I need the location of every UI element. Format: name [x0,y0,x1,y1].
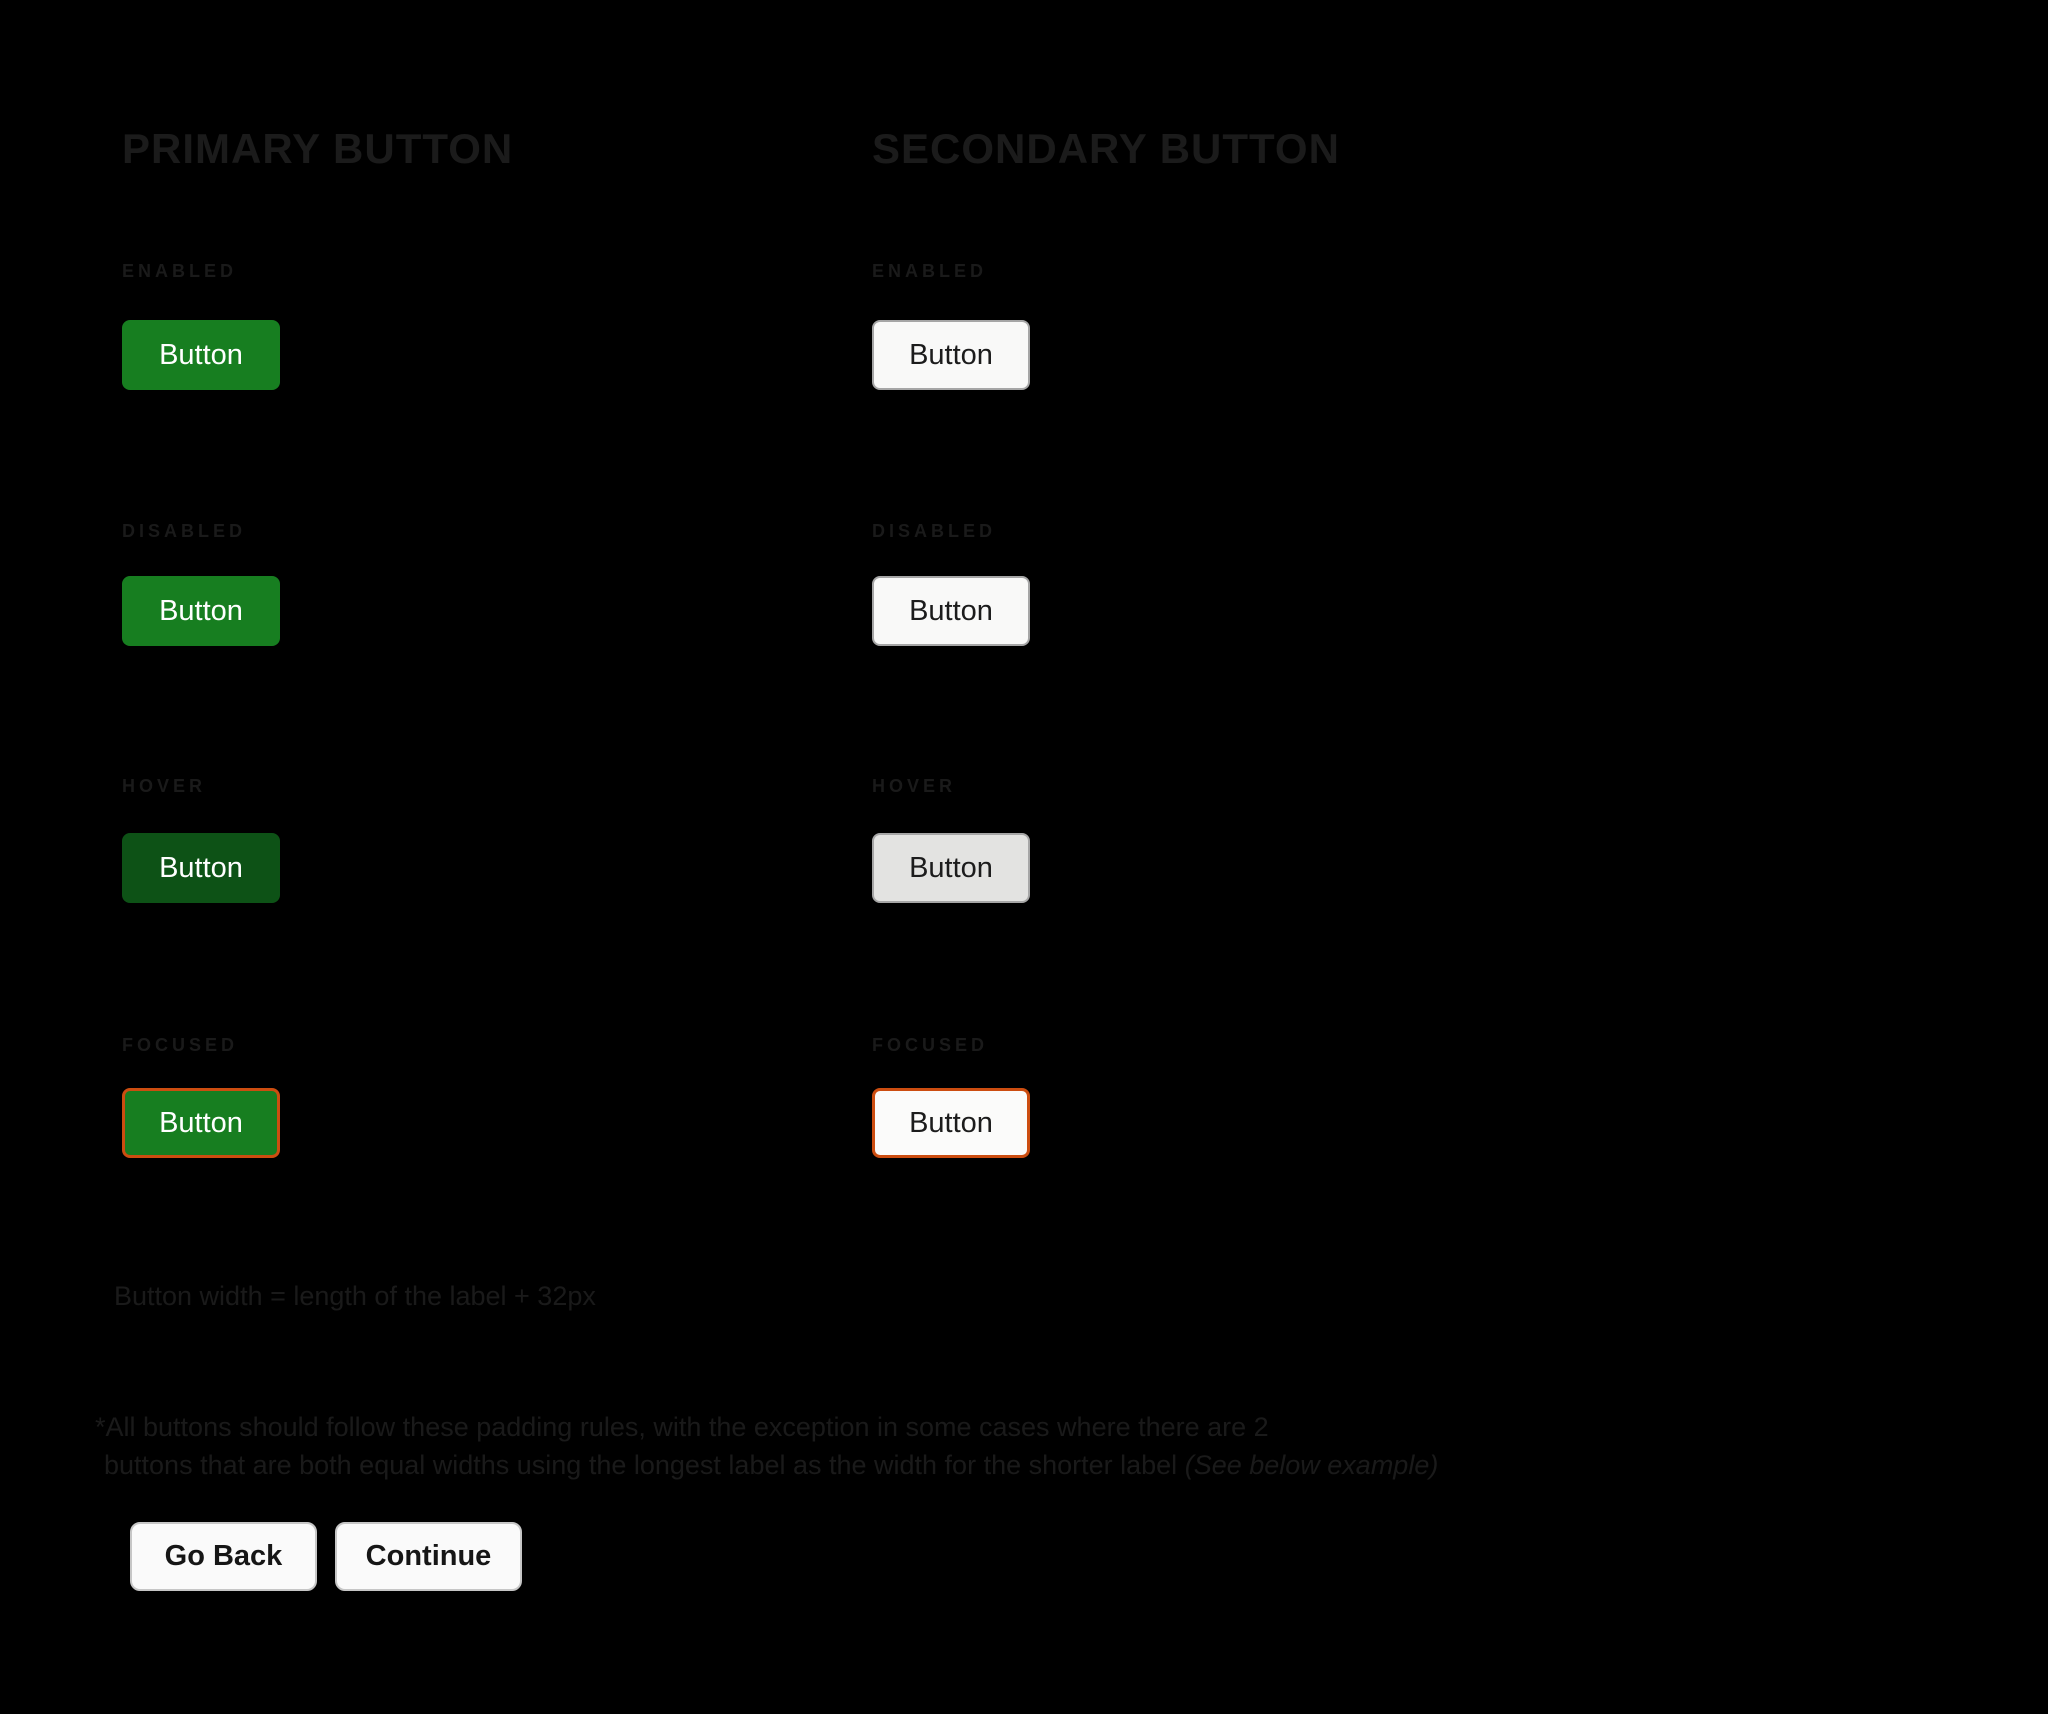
equal-width-example-row [130,1522,522,1591]
padding-note-line2-text: buttons that are both equal widths using the longest label as the width for the shorter label [104,1450,1178,1480]
secondary-enabled-button[interactable] [872,320,1030,390]
button-label: Continue [365,1540,492,1572]
secondary-state-label-disabled: DISABLED [872,521,997,541]
secondary-state-label-hover: HOVER [872,776,957,796]
primary-state-label-enabled: ENABLED [122,261,238,281]
button-label: Button [909,1106,993,1139]
secondary-focused-button[interactable] [872,1088,1030,1158]
primary-disabled-button[interactable] [122,576,280,646]
secondary-hover-button[interactable] [872,833,1030,903]
button-label: Button [909,338,993,371]
padding-note-line1: *All buttons should follow these padding rules, with the exception in some cases where there are 2 [95,1412,1269,1442]
button-label: Button [159,1106,243,1139]
secondary-disabled-button[interactable] [872,576,1030,646]
button-label: Go Back [164,1540,283,1572]
primary-state-label-hover: HOVER [122,776,207,796]
button-label: Button [159,851,243,884]
secondary-column-title: SECONDARY BUTTON [872,125,1340,172]
primary-enabled-button[interactable] [122,320,280,390]
primary-hover-button[interactable] [122,833,280,903]
padding-note-line2-italic: (See below example) [1184,1450,1439,1480]
go-back-button[interactable] [130,1522,317,1591]
button-label: Button [159,594,243,627]
secondary-state-label-enabled: ENABLED [872,261,988,281]
continue-button[interactable] [335,1522,522,1591]
secondary-state-label-focused: FOCUSED [872,1035,989,1055]
button-label: Button [159,338,243,371]
primary-state-label-focused: FOCUSED [122,1035,239,1055]
primary-column-title: PRIMARY BUTTON [122,125,514,172]
primary-state-label-disabled: DISABLED [122,521,247,541]
padding-rules-note [95,1408,1438,1484]
button-label: Button [909,594,993,627]
button-label: Button [909,851,993,884]
button-width-rule-note: Button width = length of the label + 32px [114,1281,596,1311]
padding-note-line2 [95,1446,1438,1484]
primary-focused-button[interactable] [122,1088,280,1158]
